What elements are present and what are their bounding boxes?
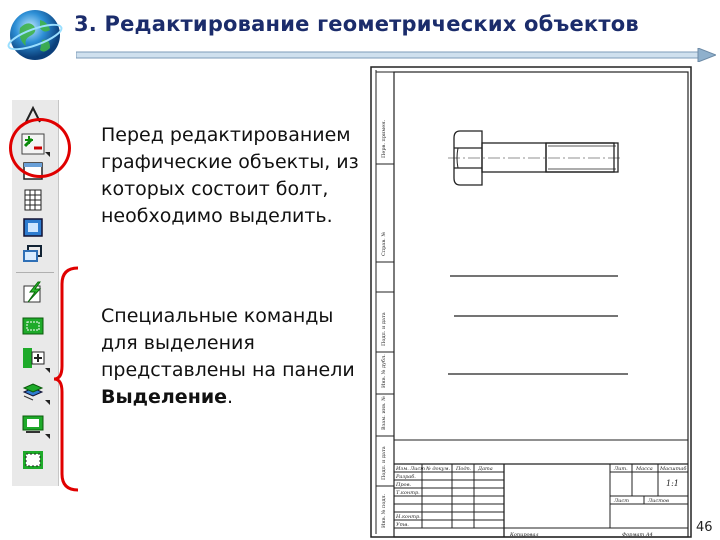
- paragraph-selection-panel: [101, 303, 376, 411]
- stamp-sign: Подп.: [456, 466, 472, 472]
- green-rect-select-icon[interactable]: [20, 314, 46, 338]
- globe-logo-icon: [6, 6, 64, 64]
- stamp-tkontr: Т.контр.: [396, 490, 420, 496]
- frame-select-icon[interactable]: [20, 216, 46, 240]
- stamp-utv: Утв.: [396, 522, 409, 528]
- stamp-lit: Лит.: [614, 466, 628, 472]
- stamp-sheets: Листов: [648, 498, 669, 504]
- table-select-icon[interactable]: [20, 188, 46, 212]
- stamp-format: Формат А4: [622, 532, 653, 538]
- technical-drawing-sheet: [370, 66, 694, 540]
- lightning-select-icon[interactable]: [20, 280, 46, 304]
- paragraph-select-objects: Перед редактированием графические объекты, из которых состоит болт, необходимо выделить.: [101, 124, 359, 227]
- layers-select-icon[interactable]: [20, 242, 46, 266]
- side-label-5: Взам. инв. №: [381, 396, 387, 430]
- stamp-sheet: Лист: [614, 498, 629, 504]
- paragraph2-end: .: [227, 386, 234, 408]
- stamp-list: Лист: [410, 466, 425, 472]
- title-underline-arrow: [76, 48, 716, 62]
- stamp-doc: № докум.: [426, 466, 451, 472]
- stamp-mass: Масса: [636, 466, 653, 472]
- side-label-6: Подп. и дата: [381, 446, 387, 480]
- stamp-nkontr: Н.контр.: [396, 514, 421, 520]
- side-label-3: Подп. и дата: [381, 312, 387, 346]
- side-label-1: Перв. примен.: [381, 119, 387, 158]
- paragraph2-plain: Специальные команды для выделения представлены на панели: [101, 305, 355, 381]
- page-number: 46: [696, 520, 713, 535]
- stamp-date: Дата: [478, 466, 493, 472]
- stamp-razrab: Разраб.: [396, 474, 416, 480]
- dashed-rect-select-icon[interactable]: [20, 448, 46, 472]
- title-number: 3.: [74, 12, 97, 36]
- stamp-copied: Копировал: [510, 532, 539, 538]
- stamp-izm: Изм.: [396, 466, 409, 472]
- side-label-7: Инв. № подл.: [381, 493, 387, 528]
- stack-select-icon[interactable]: [20, 378, 46, 402]
- side-label-2: Справ. №: [381, 231, 387, 256]
- side-label-4: Инв. № дубл.: [381, 354, 387, 388]
- screen-select-icon[interactable]: [20, 412, 46, 436]
- title-text: Редактирование геометрических объектов: [104, 12, 639, 36]
- red-bracket: [52, 266, 82, 492]
- plus-select-icon[interactable]: [20, 346, 46, 370]
- slide-title: [74, 12, 639, 36]
- highlight-ellipse: [9, 118, 71, 178]
- panel-name: Выделение: [101, 386, 228, 408]
- stamp-prov: Пров.: [396, 482, 412, 488]
- stamp-scale-value: 1:1: [666, 479, 679, 488]
- stamp-scale-label: Масштаб: [660, 466, 687, 472]
